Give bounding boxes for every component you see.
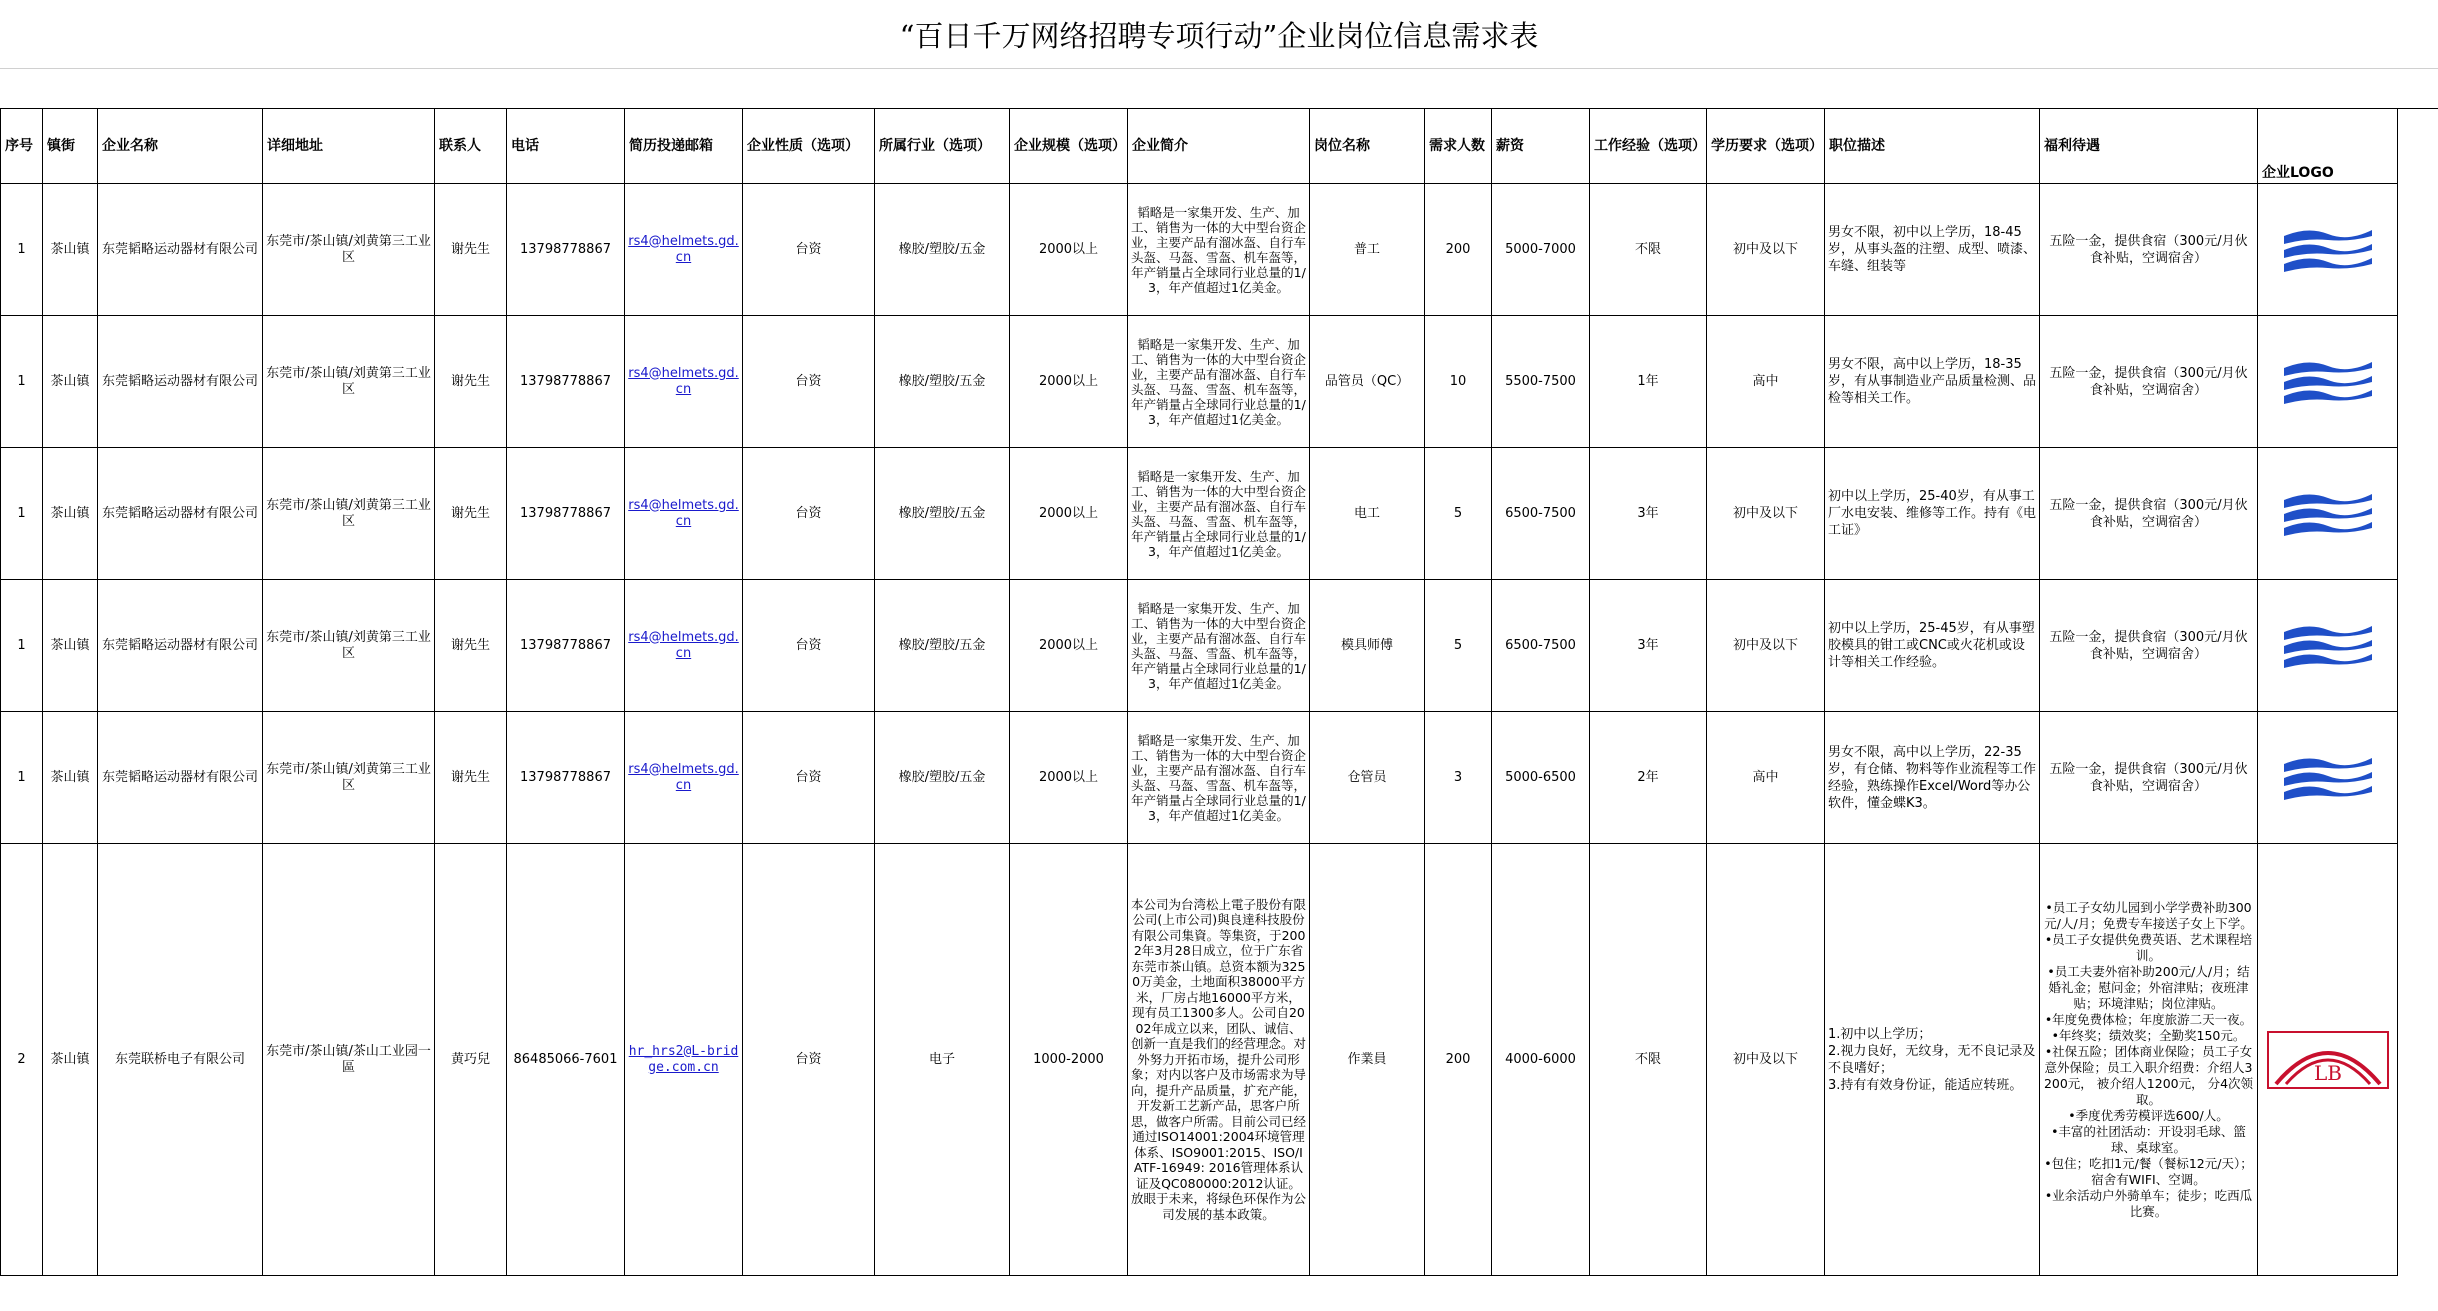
cell-nature: 台资 [743, 712, 875, 844]
cell-logo [2258, 580, 2398, 712]
cell-address: 东莞市/茶山镇/刘黄第三工业区 [263, 712, 435, 844]
cell-town: 茶山镇 [43, 712, 98, 844]
cell-experience: 1年 [1590, 316, 1707, 448]
cell-welfare: 五险一金，提供食宿（300元/月伙食补贴，空调宿舍） [2040, 712, 2258, 844]
cell-education: 初中及以下 [1707, 448, 1825, 580]
email-link[interactable]: rs4@helmets.gd.cn [628, 365, 739, 397]
cell-count: 5 [1425, 448, 1492, 580]
cell-count: 10 [1425, 316, 1492, 448]
cell-logo [2258, 844, 2398, 1276]
header-count: 需求人数 [1425, 109, 1492, 184]
cell-intro: 本公司为台湾松上電子股份有限公司(上市公司)與良達科技股份有限公司集資。等集资，于2002年3月28日成立，位于广东省东莞市茶山镇。总资本额为3250万美金，土地面积38000平方米，厂房占地16000平方米，现有员工1300多人。公司自2002年成立以来，团队、诚信、创新一直是我们的经营理念。对外努力开拓市场，提升公司形象；对内以客户及市场需求为导向，提升产品质量，扩充产能，开发新工艺新产品，思客户所思，做客户所需。目前公司已经通过ISO14001:2004环境管理体系、ISO9001:2015、ISO/IATF-16949: 2016管理体系认证及QC080000:2012认证。放眼于未来，将绿色环保作为公司发展的基本政策。 [1128, 844, 1310, 1276]
cell-logo [2258, 448, 2398, 580]
cell-phone: 13798778867 [507, 448, 625, 580]
header-intro: 企业简介 [1128, 109, 1310, 184]
wave-stripe [2284, 772, 2372, 786]
cell-phone: 13798778867 [507, 580, 625, 712]
cell-intro: 韬略是一家集开发、生产、加工、销售为一体的大中型台资企业，主要产品有溜冰盔、自行车头盔、马盔、雪盔、机车盔等，年产销量占全球同行业总量的1/3，年产值超过1亿美金。 [1128, 316, 1310, 448]
blank-row [0, 68, 2438, 109]
header-industry: 所属行业（选项） [875, 109, 1010, 184]
cell-experience: 2年 [1590, 712, 1707, 844]
cell-salary: 6500-7500 [1492, 448, 1590, 580]
header-position: 岗位名称 [1310, 109, 1425, 184]
table-row [1, 448, 2398, 580]
cell-contact: 谢先生 [435, 184, 507, 316]
cell-count: 3 [1425, 712, 1492, 844]
cell-town: 茶山镇 [43, 580, 98, 712]
cell-scale: 1000-2000 [1010, 844, 1128, 1276]
cell-position: 作業員 [1310, 844, 1425, 1276]
wave-stripe [2284, 494, 2372, 508]
header-email: 简历投递邮箱 [625, 109, 743, 184]
cell-intro: 韬略是一家集开发、生产、加工、销售为一体的大中型台资企业，主要产品有溜冰盔、自行车头盔、马盔、雪盔、机车盔等，年产销量占全球同行业总量的1/3，年产值超过1亿美金。 [1128, 184, 1310, 316]
email-link[interactable]: rs4@helmets.gd.cn [628, 497, 739, 529]
cell-contact: 谢先生 [435, 448, 507, 580]
email-link[interactable]: rs4@helmets.gd.cn [628, 233, 739, 265]
header-company: 企业名称 [98, 109, 263, 184]
cell-nature: 台资 [743, 448, 875, 580]
email-link[interactable]: hr_hrs2@L-bridge.com.cn [628, 1043, 739, 1075]
header-town: 镇街 [43, 109, 98, 184]
cell-logo [2258, 184, 2398, 316]
wave-logo-icon [2280, 486, 2376, 542]
cell-company: 东莞韬略运动器材有限公司 [98, 316, 263, 448]
cell-scale: 2000以上 [1010, 580, 1128, 712]
table-row [1, 712, 2398, 844]
cell-education: 初中及以下 [1707, 184, 1825, 316]
cell-nature: 台资 [743, 580, 875, 712]
cell-job-desc: 初中以上学历，25-45岁，有从事塑胶模具的钳工或CNC或火花机或设计等相关工作经验。 [1825, 580, 2040, 712]
cell-intro: 韬略是一家集开发、生产、加工、销售为一体的大中型台资企业，主要产品有溜冰盔、自行车头盔、马盔、雪盔、机车盔等，年产销量占全球同行业总量的1/3，年产值超过1亿美金。 [1128, 448, 1310, 580]
wave-stripe [2284, 258, 2372, 272]
cell-industry: 橡胶/塑胶/五金 [875, 580, 1010, 712]
header-job-desc: 职位描述 [1825, 109, 2040, 184]
welfare-line: •社保五险；团体商业保险；员工子女意外保险；员工入职介绍费：介绍人3200元， 被介绍人1200元， 分4次领取。 [2043, 1043, 2254, 1107]
header-welfare: 福利待遇 [2040, 109, 2258, 184]
cell-industry: 电子 [875, 844, 1010, 1276]
cell-nature: 台资 [743, 844, 875, 1276]
cell-salary: 5000-6500 [1492, 712, 1590, 844]
wave-logo-icon [2280, 354, 2376, 410]
table-row [1, 316, 2398, 448]
cell-industry: 橡胶/塑胶/五金 [875, 184, 1010, 316]
cell-town: 茶山镇 [43, 844, 98, 1276]
welfare-line: •员工夫妻外宿补助200元/人/月；结婚礼金；慰问金；外宿津贴；夜班津贴；环境津贴；岗位津贴。 [2047, 963, 2250, 1011]
header-contact: 联系人 [435, 109, 507, 184]
job-table [0, 108, 2398, 1276]
cell-industry: 橡胶/塑胶/五金 [875, 448, 1010, 580]
cell-address: 东莞市/茶山镇/刘黄第三工业区 [263, 316, 435, 448]
header-experience: 工作经验（选项） [1590, 109, 1707, 184]
cell-seq: 1 [1, 448, 43, 580]
lb-logo-text: LB [2313, 1060, 2342, 1085]
cell-count: 5 [1425, 580, 1492, 712]
cell-contact: 谢先生 [435, 712, 507, 844]
cell-experience: 3年 [1590, 448, 1707, 580]
cell-company: 东莞韬略运动器材有限公司 [98, 712, 263, 844]
cell-position: 普工 [1310, 184, 1425, 316]
cell-company: 东莞韬略运动器材有限公司 [98, 448, 263, 580]
cell-job-desc: 初中以上学历，25-40岁，有从事工厂水电安装、维修等工作。持有《电工证》 [1825, 448, 2040, 580]
wave-logo-icon [2280, 222, 2376, 278]
cell-salary: 4000-6000 [1492, 844, 1590, 1276]
cell-education: 初中及以下 [1707, 580, 1825, 712]
cell-welfare: 五险一金，提供食宿（300元/月伙食补贴，空调宿舍） [2040, 184, 2258, 316]
cell-address: 东莞市/茶山镇/刘黄第三工业区 [263, 448, 435, 580]
header-salary: 薪资 [1492, 109, 1590, 184]
cell-phone: 13798778867 [507, 712, 625, 844]
page-title: “百日千万网络招聘专项行动”企业岗位信息需求表 [899, 18, 1539, 53]
table-row [1, 844, 2398, 1276]
cell-scale: 2000以上 [1010, 448, 1128, 580]
header-scale: 企业规模（选项） [1010, 109, 1128, 184]
cell-company: 东莞韬略运动器材有限公司 [98, 580, 263, 712]
wave-stripe [2284, 244, 2372, 258]
cell-scale: 2000以上 [1010, 316, 1128, 448]
cell-logo [2258, 316, 2398, 448]
cell-job-desc: 男女不限，高中以上学历，22-35岁，有仓储、物料等作业流程等工作经验，熟练操作Excel/Word等办公软件，懂金蝶K3。 [1825, 712, 2040, 844]
cell-industry: 橡胶/塑胶/五金 [875, 316, 1010, 448]
welfare-line: •年度免费体检；年度旅游二天一夜。 [2044, 1011, 2253, 1027]
cell-email [625, 712, 743, 844]
wave-logo-icon [2280, 618, 2376, 674]
cell-count: 200 [1425, 844, 1492, 1276]
wave-stripe [2284, 626, 2372, 640]
lb-arch-logo-icon [2266, 1030, 2390, 1090]
welfare-line: •员工子女提供免费英语、艺术课程培训。 [2044, 931, 2253, 963]
job-desc-line: 2.视力良好，无纹身，无不良记录及不良嗜好； [1828, 1043, 2036, 1076]
cell-job-desc: 男女不限，初中以上学历，18-45岁，从事头盔的注塑、成型、喷漆、车缝、组装等 [1825, 184, 2040, 316]
cell-intro: 韬略是一家集开发、生产、加工、销售为一体的大中型台资企业，主要产品有溜冰盔、自行车头盔、马盔、雪盔、机车盔等，年产销量占全球同行业总量的1/3，年产值超过1亿美金。 [1128, 580, 1310, 712]
cell-position: 模具师傅 [1310, 580, 1425, 712]
cell-logo [2258, 712, 2398, 844]
header-address: 详细地址 [263, 109, 435, 184]
welfare-line: •包住；吃扣1元/餐（餐标12元/天）；宿舍有WIFI、空调。 [2044, 1155, 2253, 1187]
cell-position: 仓管员 [1310, 712, 1425, 844]
cell-job-desc: 男女不限，高中以上学历，18-35岁，有从事制造业产品质量检测、品检等相关工作。 [1825, 316, 2040, 448]
cell-contact: 谢先生 [435, 316, 507, 448]
welfare-line: •员工子女幼儿园到小学学费补助300元/人/月；免费专车接送子女上下学。 [2044, 899, 2253, 931]
cell-contact: 黄巧兒 [435, 844, 507, 1276]
cell-phone: 13798778867 [507, 184, 625, 316]
cell-scale: 2000以上 [1010, 184, 1128, 316]
wave-stripe [2284, 522, 2372, 536]
cell-scale: 2000以上 [1010, 712, 1128, 844]
header-phone: 电话 [507, 109, 625, 184]
cell-email [625, 580, 743, 712]
cell-seq: 2 [1, 844, 43, 1276]
cell-experience: 不限 [1590, 184, 1707, 316]
wave-stripe [2284, 640, 2372, 654]
wave-logo-icon [2280, 750, 2376, 806]
cell-salary: 5000-7000 [1492, 184, 1590, 316]
cell-seq: 1 [1, 184, 43, 316]
cell-salary: 5500-7500 [1492, 316, 1590, 448]
cell-education: 初中及以下 [1707, 844, 1825, 1276]
cell-welfare: 五险一金，提供食宿（300元/月伙食补贴，空调宿舍） [2040, 580, 2258, 712]
wave-stripe [2284, 786, 2372, 800]
cell-seq: 1 [1, 316, 43, 448]
cell-count: 200 [1425, 184, 1492, 316]
cell-phone: 13798778867 [507, 316, 625, 448]
cell-address: 东莞市/茶山镇/茶山工业园一區 [263, 844, 435, 1276]
email-link[interactable]: rs4@helmets.gd.cn [628, 629, 739, 661]
title-row [0, 0, 2438, 69]
wave-stripe [2284, 362, 2372, 376]
wave-stripe [2284, 654, 2372, 668]
table-row [1, 580, 2398, 712]
welfare-line: •季度优秀劳模评选600/人。 [2068, 1107, 2229, 1123]
cell-welfare [2040, 844, 2258, 1276]
cell-email [625, 844, 743, 1276]
header-row [1, 109, 2398, 184]
cell-seq: 1 [1, 580, 43, 712]
cell-nature: 台资 [743, 184, 875, 316]
cell-company: 东莞联桥电子有限公司 [98, 844, 263, 1276]
cell-education: 高中 [1707, 316, 1825, 448]
cell-experience: 不限 [1590, 844, 1707, 1276]
cell-email [625, 184, 743, 316]
cell-job-desc [1825, 844, 2040, 1276]
wave-stripe [2284, 758, 2372, 772]
header-logo: 企业LOGO [2258, 109, 2398, 184]
cell-town: 茶山镇 [43, 316, 98, 448]
cell-seq: 1 [1, 712, 43, 844]
wave-stripe [2284, 390, 2372, 404]
header-nature: 企业性质（选项） [743, 109, 875, 184]
cell-welfare: 五险一金，提供食宿（300元/月伙食补贴，空调宿舍） [2040, 448, 2258, 580]
cell-address: 东莞市/茶山镇/刘黄第三工业区 [263, 580, 435, 712]
cell-welfare: 五险一金，提供食宿（300元/月伙食补贴，空调宿舍） [2040, 316, 2258, 448]
cell-company: 东莞韬略运动器材有限公司 [98, 184, 263, 316]
header-education: 学历要求（选项） [1707, 109, 1825, 184]
welfare-line: •业余活动户外骑单车；徒步；吃西瓜比赛。 [2044, 1187, 2253, 1219]
wave-stripe [2284, 508, 2372, 522]
cell-intro: 韬略是一家集开发、生产、加工、销售为一体的大中型台资企业，主要产品有溜冰盔、自行车头盔、马盔、雪盔、机车盔等，年产销量占全球同行业总量的1/3，年产值超过1亿美金。 [1128, 712, 1310, 844]
cell-education: 高中 [1707, 712, 1825, 844]
cell-email [625, 448, 743, 580]
email-link[interactable]: rs4@helmets.gd.cn [628, 761, 739, 793]
cell-experience: 3年 [1590, 580, 1707, 712]
cell-nature: 台资 [743, 316, 875, 448]
cell-email [625, 316, 743, 448]
cell-phone: 86485066-7601 [507, 844, 625, 1276]
welfare-line: •年终奖；绩效奖；全勤奖150元。 [2051, 1027, 2246, 1043]
wave-stripe [2284, 230, 2372, 244]
welfare-line: •丰富的社团活动：开设羽毛球、篮球、桌球室。 [2051, 1123, 2246, 1155]
table-row [1, 184, 2398, 316]
header-seq: 序号 [1, 109, 43, 184]
cell-contact: 谢先生 [435, 580, 507, 712]
cell-industry: 橡胶/塑胶/五金 [875, 712, 1010, 844]
cell-salary: 6500-7500 [1492, 580, 1590, 712]
cell-position: 品管员（QC） [1310, 316, 1425, 448]
cell-town: 茶山镇 [43, 448, 98, 580]
cell-position: 电工 [1310, 448, 1425, 580]
cell-town: 茶山镇 [43, 184, 98, 316]
cell-address: 东莞市/茶山镇/刘黄第三工业区 [263, 184, 435, 316]
job-desc-line: 1.初中以上学历； [1828, 1026, 1932, 1042]
wave-stripe [2284, 376, 2372, 390]
job-desc-line: 3.持有有效身份证，能适应转班。 [1828, 1077, 2023, 1093]
